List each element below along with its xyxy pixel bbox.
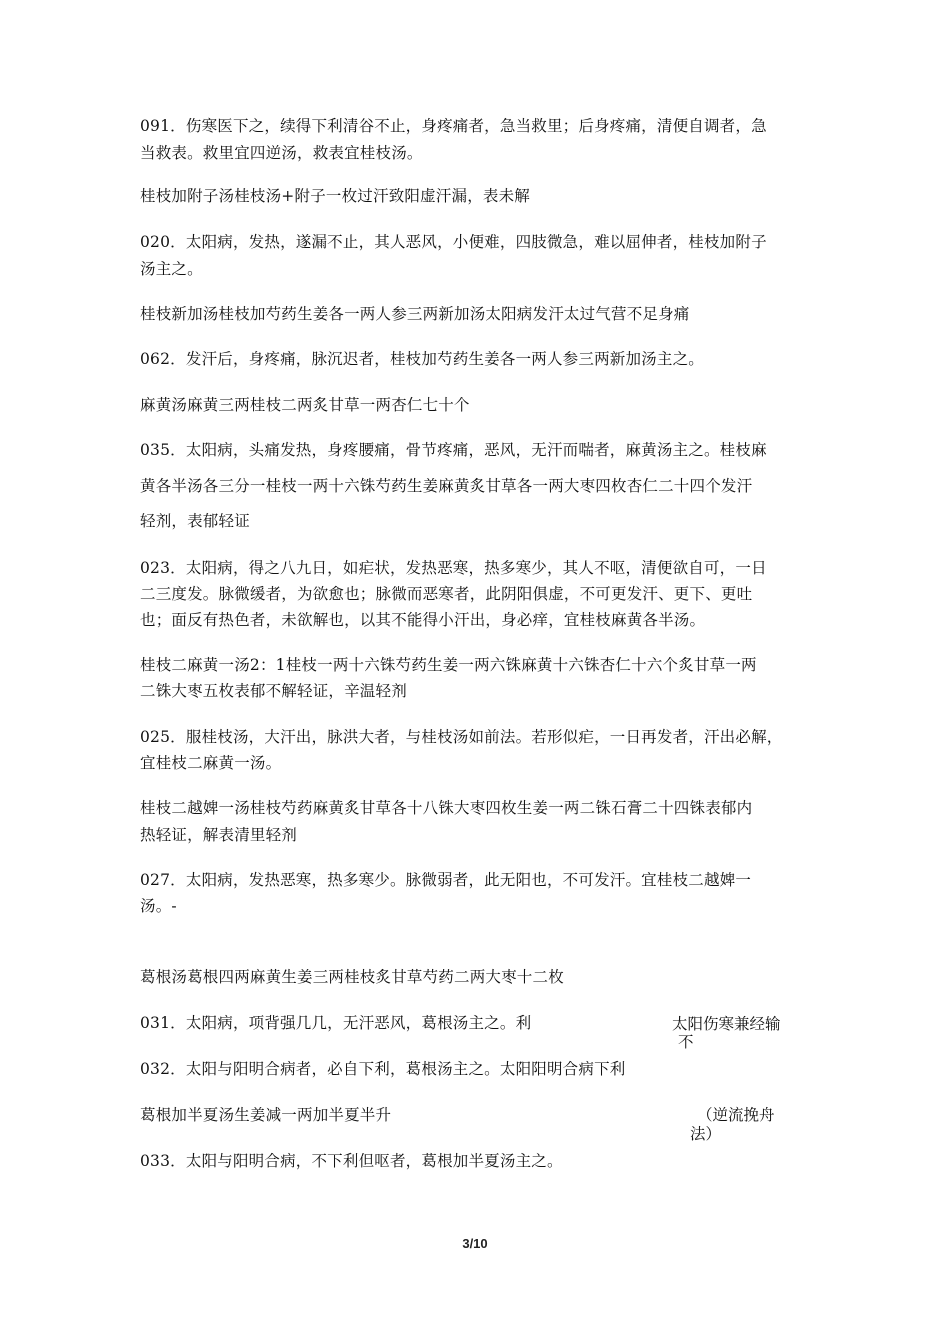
text-line: 热轻证，解表清里轻剂 — [140, 826, 298, 844]
text-line: 032．太阳与阳明合病者，必自下利，葛根汤主之。太阳阳明合病下利 — [140, 1060, 626, 1078]
margin-note: 法） — [690, 1125, 722, 1143]
text-line: 葛根汤葛根四两麻黄生姜三两桂枝炙甘草芍药二两大枣十二枚 — [140, 968, 564, 986]
text-line: 轻剂，表郁轻证 — [140, 512, 250, 530]
margin-note: （逆流挽舟 — [697, 1106, 775, 1124]
text-line: 汤。- — [140, 897, 177, 915]
margin-note: 太阳伤寒兼经输 — [672, 1015, 781, 1033]
text-line: 葛根加半夏汤生姜减一两加半夏半升 — [140, 1106, 392, 1124]
text-line: 027．太阳病，发热恶寒，热多寒少。脉微弱者，此无阳也，不可发汗。宜桂枝二越婢一 — [140, 871, 752, 889]
text-line: 091．伤寒医下之，续得下利清谷不止，身疼痛者，急当救里；后身疼痛，清便自调者，急 — [140, 117, 767, 135]
page-number: 3/10 — [462, 1236, 488, 1251]
text-line: 宜桂枝二麻黄一汤。 — [140, 754, 282, 772]
text-line: 062．发汗后，身疼痛，脉沉迟者，桂枝加芍药生姜各一两人参三两新加汤主之。 — [140, 350, 704, 368]
text-line: 033．太阳与阳明合病，不下利但呕者，葛根加半夏汤主之。 — [140, 1152, 563, 1170]
text-line: 黄各半汤各三分一桂枝一两十六铢芍药生姜麻黄炙甘草各一两大枣四枚杏仁二十四个发汗 — [140, 477, 753, 495]
text-line: 035．太阳病，头痛发热，身疼腰痛，骨节疼痛，恶风，无汗而喘者，麻黄汤主之。桂枝麻 — [140, 441, 767, 459]
text-line: 桂枝二麻黄一汤2：1桂枝一两十六铢芍药生姜一两六铢麻黄十六铢杏仁十六个炙甘草一两 — [140, 656, 757, 674]
text-line: 桂枝新加汤桂枝加芍药生姜各一两人参三两新加汤太阳病发汗太过气营不足身痛 — [140, 305, 690, 323]
text-line: 桂枝二越婢一汤桂枝芍药麻黄炙甘草各十八铢大枣四枚生姜一两二铢石膏二十四铢表郁内 — [140, 799, 753, 817]
text-line: 桂枝加附子汤桂枝汤+附子一枚过汗致阳虚汗漏，表未解 — [140, 187, 530, 205]
text-line: 031．太阳病，项背强几几，无汗恶风，葛根汤主之。利 — [140, 1014, 532, 1032]
text-line: 023．太阳病，得之八九日，如疟状，发热恶寒，热多寒少，其人不呕，清便欲自可，一日 — [140, 559, 767, 577]
text-line: 当救表。救里宜四逆汤，救表宜桂枝汤。 — [140, 144, 423, 162]
text-line: 汤主之。 — [140, 260, 203, 278]
text-line: 025．服桂枝汤，大汗出，脉洪大者，与桂枝汤如前法。若形似疟，一日再发者，汗出必解， — [140, 728, 783, 746]
text-line: 二铢大枣五枚表郁不解轻证，辛温轻剂 — [140, 682, 407, 700]
text-line: 麻黄汤麻黄三两桂枝二两炙甘草一两杏仁七十个 — [140, 396, 470, 414]
margin-note: 不 — [678, 1033, 694, 1051]
text-line: 020．太阳病，发热，遂漏不止，其人恶风，小便难，四肢微急，难以屈伸者，桂枝加附子 — [140, 233, 767, 251]
text-line: 二三度发。脉微缓者，为欲愈也；脉微而恶寒者，此阴阳俱虚，不可更发汗、更下、更吐 — [140, 585, 753, 603]
text-line: 也；面反有热色者，未欲解也，以其不能得小汗出，身必痒，宜桂枝麻黄各半汤。 — [140, 611, 706, 629]
